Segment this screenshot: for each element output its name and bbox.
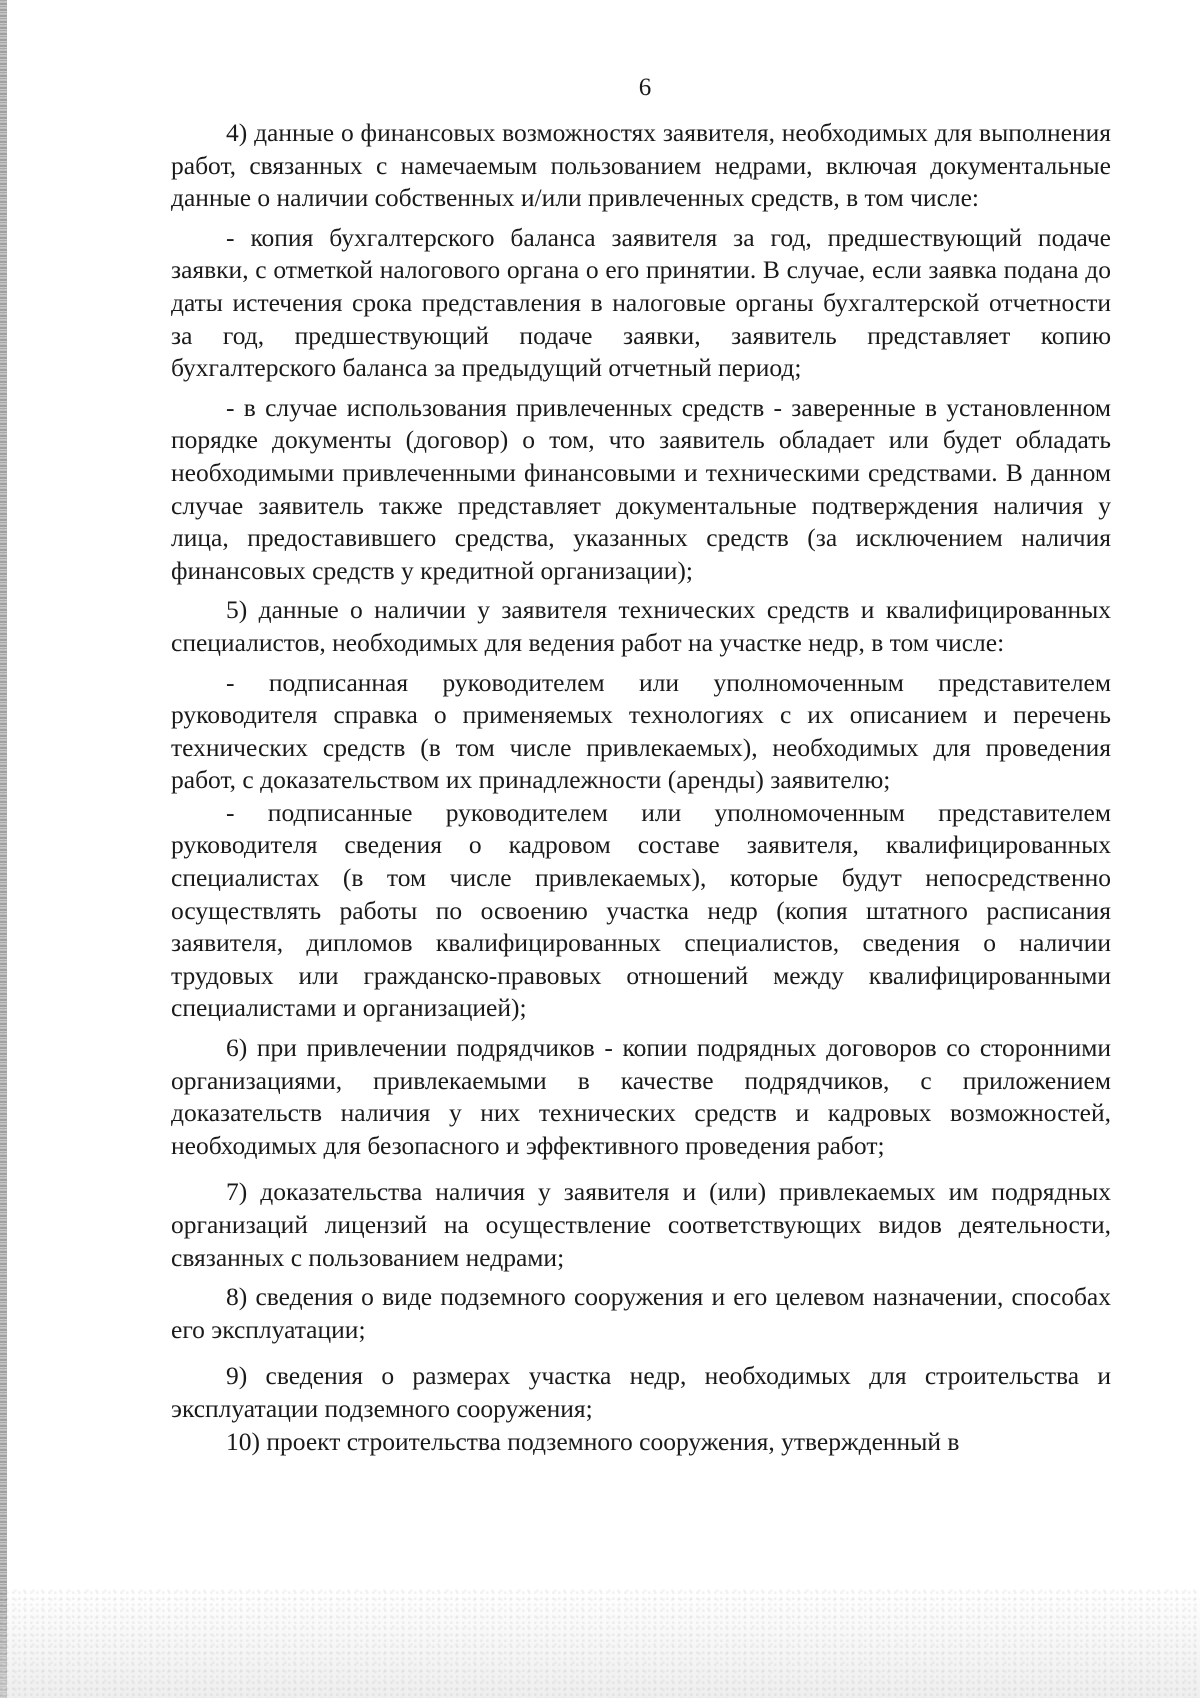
paragraph-item-9: 9) сведения о размерах участка недр, необходимых для строительства и эксплуатации подземного сооружения; — [171, 1361, 1111, 1423]
paragraph-staff-info: - подписанные руководителем или уполномоченным представителем руководителя сведения о кадровом составе заявителя, квалифицированных специалистах (в том числе привлекаемых), которые будут непосредственно осуществлять работы по освоению участка недр (копия штатного расписания заявителя, дипломов квалифицированных специалистов, сведения о наличии трудовых или гражданско-правовых отношений между квалифицированными специалистами и организацией); — [171, 797, 1111, 1023]
paragraph-item-7: 7) доказательства наличия у заявителя и (или) привлекаемых им подрядных организаций лицензий на осуществление соответствующих видов деятельности, связанных с пользованием недрами; — [171, 1177, 1111, 1272]
paragraph-item-4: 4) данные о финансовых возможностях заявителя, необходимых для выполнения работ, связанных с намечаемым пользованием недрами, включая документальные данные о наличии собственных и/или привлеченных средств, в том числе: — [171, 118, 1111, 213]
scan-noise-bottom — [0, 1588, 1200, 1698]
page-number: 6 — [638, 74, 652, 101]
scan-edge — [0, 0, 7, 1698]
paragraph-attracted-funds: - в случае использования привлеченных средств - заверенные в установленном порядке документы (договор) о том, что заявитель обладает или будет обладать необходимыми привлеченными финансовыми и техническими средствами. В данном случае заявитель также представляет документальные подтверждения наличия у лица, предоставившего средства, указанных средств (за исключением наличия финансовых средств у кредитной организации); — [171, 392, 1111, 585]
paragraph-item-5: 5) данные о наличии у заявителя технических средств и квалифицированных специалистов, необходимых для ведения работ на участке недр, в том числе: — [171, 595, 1111, 657]
paragraph-balance-copy: - копия бухгалтерского баланса заявителя за год, предшествующий подаче заявки, с отметкой налогового органа о его принятии. В случае, если заявка подана до даты истечения срока представления в налоговые органы бухгалтерской отчетности за год, предшествующий подаче заявки, заявитель представляет копию бухгалтерского баланса за предыдущий отчетный период; — [171, 222, 1111, 383]
paragraph-technology-certificate: - подписанная руководителем или уполномоченным представителем руководителя справка о применяемых технологиях с их описанием и перечень технических средств (в том числе привлекаемых), необходимых для проведения работ, с доказательством их принадлежности (аренды) заявителю; — [171, 667, 1111, 795]
paragraph-item-8: 8) сведения о виде подземного сооружения и его целевом назначении, способах его эксплуатации; — [171, 1282, 1111, 1344]
paragraph-item-10: 10) проект строительства подземного сооружения, утвержденный в — [226, 1426, 960, 1456]
document-body — [171, 117, 1111, 1458]
paragraph-item-6: 6) при привлечении подрядчиков - копии подрядных договоров со сторонними организациями, привлекаемыми в качестве подрядчиков, с приложением доказательств наличия у них технических средств и кадровых возможностей, необходимых для безопасного и эффективного проведения работ; — [171, 1033, 1111, 1160]
